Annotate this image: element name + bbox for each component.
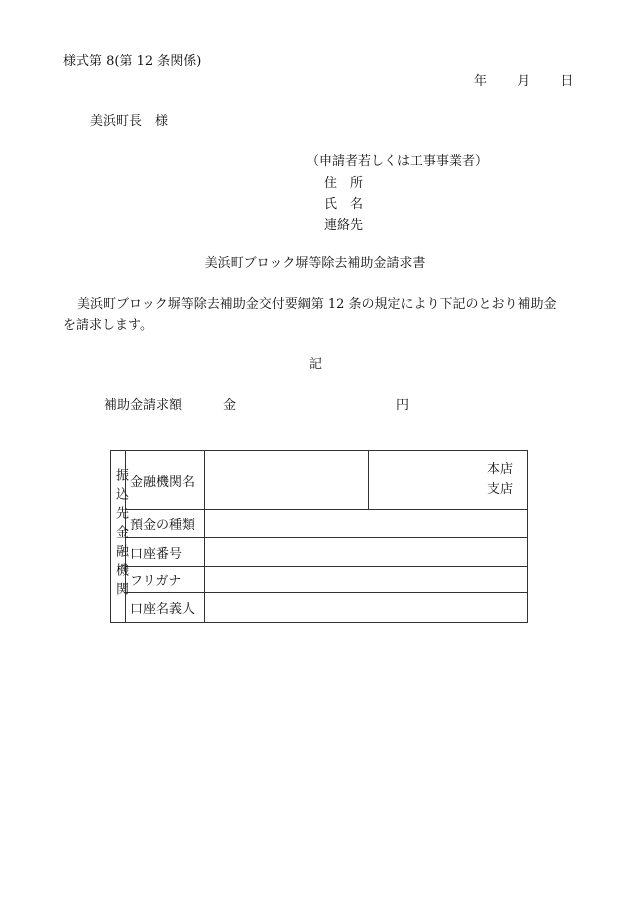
branch-sub: 支店	[486, 482, 513, 497]
branch-head: 本店	[486, 462, 513, 477]
bank-name-label: 金融機関名	[126, 451, 205, 510]
date-year: 年	[474, 74, 488, 89]
account-number-label: 口座番号	[126, 538, 205, 567]
bank-transfer-table	[110, 450, 528, 623]
branch-cell[interactable]	[369, 451, 528, 510]
address-label: 住 所	[324, 176, 364, 191]
date-month: 月	[517, 74, 531, 89]
bank-side-label	[111, 451, 126, 623]
account-number-field[interactable]	[205, 538, 528, 567]
amount-label: 補助金請求額	[104, 398, 183, 413]
amount-kin: 金	[223, 398, 237, 413]
body-line-1: 美浜町ブロック塀等除去補助金交付要綱第 12 条の規定により下記のとおり補助金	[77, 297, 557, 312]
ki-heading: 記	[309, 357, 323, 372]
furigana-field[interactable]	[205, 567, 528, 593]
name-label: 氏 名	[324, 197, 364, 212]
deposit-type-field[interactable]	[205, 510, 528, 538]
deposit-type-label: 預金の種類	[126, 510, 205, 538]
account-holder-label: 口座名義人	[126, 593, 205, 623]
document-title: 美浜町ブロック塀等除去補助金請求書	[204, 256, 426, 271]
applicant-heading: （申請者若しくは工事事業者）	[306, 154, 489, 169]
date-line	[474, 70, 573, 89]
bank-side-label-text: 振込先金融機関	[113, 468, 128, 601]
form-number: 様式第 8(第 12 条関係)	[63, 54, 202, 69]
body-line-2: を請求します。	[63, 318, 153, 333]
addressee: 美浜町長 様	[90, 114, 169, 129]
contact-label: 連絡先	[324, 218, 364, 233]
account-holder-field[interactable]	[205, 593, 528, 623]
furigana-label: フリガナ	[126, 567, 205, 593]
amount-yen: 円	[396, 398, 410, 413]
date-day: 日	[560, 74, 574, 89]
bank-name-field[interactable]	[205, 451, 369, 510]
